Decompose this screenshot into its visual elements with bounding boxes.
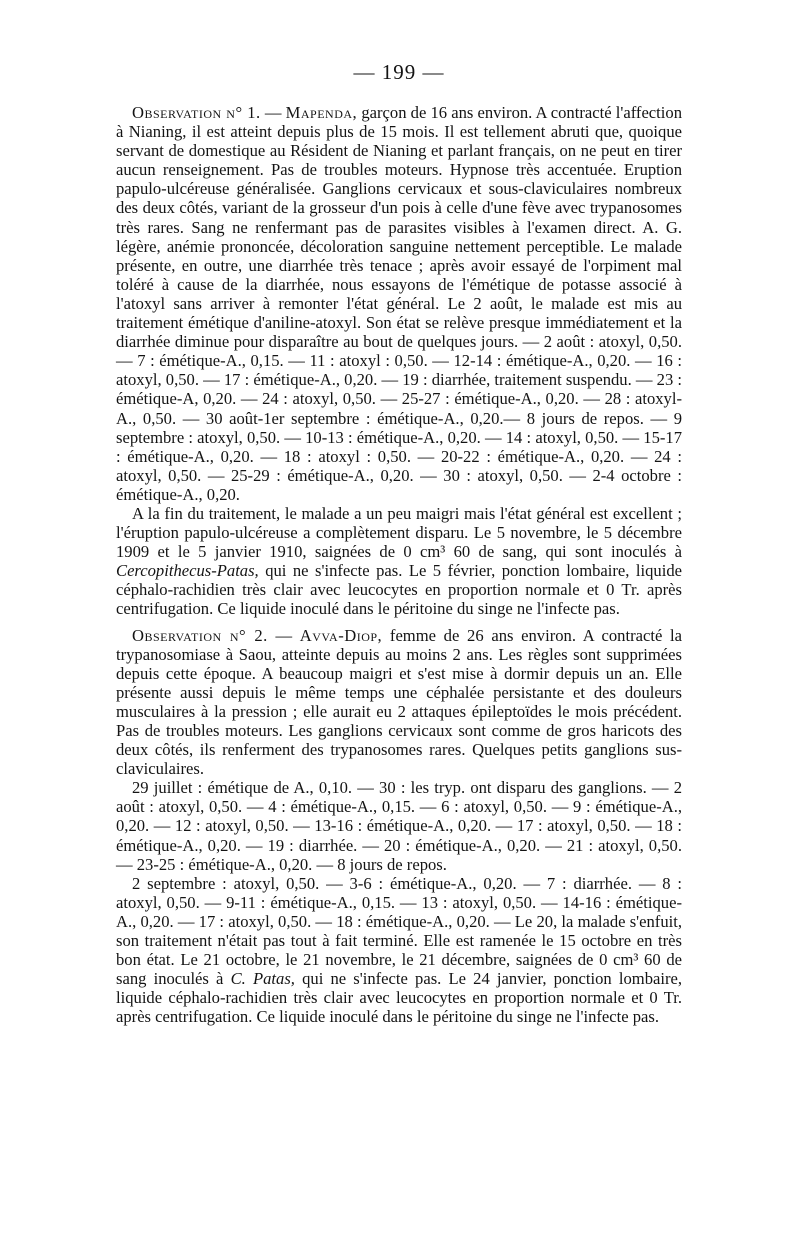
observation-2-label: Observation n° 2. [132, 625, 268, 645]
observation-2-species: C. Patas, [230, 969, 295, 989]
observation-2-sept-b: qui ne s'infecte pas. Le 24 janvier, ponction lombaire, liquide céphalo-rachidien très clair avec leucocytes en proportion normale et 0 Tr. après centrifugation. Ce liquide inoculé dans le péritoine du singe ne l'infecte pas. [116, 969, 683, 1027]
observation-1-text: garçon de 16 ans environ. A contracté l'affection à Nianing, il est atteint depuis plus de 15 mois. Il est tellement abruti que, quoique servant de domestique au Résident de Nianing et parlant français, on ne peut en tirer aucun renseignement. Pas de troubles moteurs. Hypnose très accentuée. Eruption papulo-ulcéreuse généralisée. Ganglions cervicaux et sous-claviculaires nombreux des deux côtés, variant de la grosseur d'un pois à celle d'une fève avec trypanosomes très rares. Sang ne renfermant pas de parasites visibles à l'examen direct. A. G. légère, anémie prononcée, décoloration sanguine nettement perceptible. Le malade présente, en outre, une diarrhée très tenace ; après avoir essayé de l'orpiment mal toléré à cause de la diarrhée, nous essayons de l'émétique de potasse associé à l'atoxyl sans arriver à remonter l'état général. Le 2 août, le malade est mis au traitement émétique d'aniline-atoxyl. Son état se relève presque immédiatement et la diarrhée diminue pour disparaître au bout de quelques jours. — 2 août : atoxyl, 0,50. — 7 : émétique-A., 0,15. — 11 : atoxyl : 0,50. — 12-14 : émétique-A., 0,20. — 16 : atoxyl, 0,50. — 17 : émétique-A., 0,20. — 19 : diarrhée, traitement suspendu. — 23 : émétique-A, 0,20. — 24 : atoxyl, 0,50. — 25-27 : émétique-A., 0,20. — 28 : atoxyl-A., 0,50. — 30 août-1er septembre : émétique-A., 0,20.— 8 jours de repos. — 9 septembre : atoxyl, 0,50. — 10-13 : émétique-A., 0,20. — 14 : atoxyl, 0,50. — 15-17 : émétique-A., 0,20. — 18 : atoxyl : 0,50. — 20-22 : émétique-A., 0,20. — 24 : atoxyl, 0,50. — 25-29 : émétique-A., 0,20. — 30 : atoxyl, 0,50. — 2-4 octobre : émétique-A., 0,20. [116, 103, 682, 504]
observation-1-species: Cercopithecus-Patas, [116, 561, 259, 581]
observation-2-treatment-september [116, 874, 682, 1027]
observation-1-conclusion-a: A la fin du traitement, le malade a un peu maigri mais l'état général est excellent ; l'éruption papulo-ulcéreuse a complètement disparu. Le 5 novembre, le 5 décembre 1909 et le 5 janvier 1910, saignées de 0 cm³ 60 de sang, qui sont inoculés à [116, 503, 682, 562]
observation-2-treatment-july: 29 juillet : émétique de A., 0,10. — 30 : les tryp. ont disparu des ganglions. — 2 août : atoxyl, 0,50. — 4 : émétique-A., 0,15. — 6 : atoxyl, 0,50. — 9 : émétique-A., 0,20. — 12 : atoxyl, 0,50. — 13-16 : émétique-A., 0,20. — 17 : atoxyl, 0,50. — 18 : émétique-A., 0,20. — 19 : diarrhée. — 20 : émétique-A., 0,20. — 21 : atoxyl, 0,50. — 23-25 : émétique-A., 0,20. — 8 jours de repos. [116, 778, 682, 874]
page-number: — 199 — [353, 60, 445, 84]
observation-2-sept-a: 2 septembre : atoxyl, 0,50. — 3-6 : émétique-A., 0,20. — 7 : diarrhée. — 8 : atoxyl, 0,50. — 9-11 : émétique-A., 0,15. — 13 : atoxyl, 0,50. — 14-16 : émétique-A., 0,20. — 17 : atoxyl, 0,50. — 18 : émétique-A., 0,20. — Le 20, la malade s'enfuit, son traitement n'était pas tout à fait terminé. Elle est ramenée le 15 octobre en très bon état. Le 21 octobre, le 21 novembre, le 21 décembre, saignées de 0 cm³ 60 de sang inoculés à [116, 873, 682, 989]
observation-2-paragraph [116, 626, 682, 779]
observation-1-patient-name: Mapenda, [285, 103, 358, 122]
observation-2-patient-name: Avva-Diop, [299, 625, 383, 645]
observation-1-dash: — [260, 103, 286, 122]
observation-2-dash: — [267, 625, 300, 645]
observation-1-paragraph [116, 103, 682, 504]
observation-1-conclusion [116, 504, 682, 619]
observation-1-conclusion-b: qui ne s'infecte pas. Le 5 février, ponction lombaire, liquide céphalo-rachidien très clair avec leucocytes en proportion normale et 0 Tr. après centrifugation. Ce liquide inoculé dans le péritoine du singe ne l'infecte pas. [116, 561, 682, 619]
observation-2-text: femme de 26 ans environ. A contracté la trypanosomiase à Saou, atteinte depuis au moins 2 ans. Les règles sont supprimées depuis cette époque. A beaucoup maigri et s'est mise à dormir depuis un an. Elle présente aussi depuis le même temps une céphalée persistante et des douleurs musculaires à la pression ; elle aurait eu 2 attaques épileptoïdes le mois précédent. Pas de troubles moteurs. Les ganglions cervicaux sont comme de gros haricots des deux côtés, ils renferment des trypanosomes rares. Quelques petits ganglions sus-claviculaires. [116, 625, 682, 779]
observation-1-label: Observation n° 1. [132, 103, 261, 122]
